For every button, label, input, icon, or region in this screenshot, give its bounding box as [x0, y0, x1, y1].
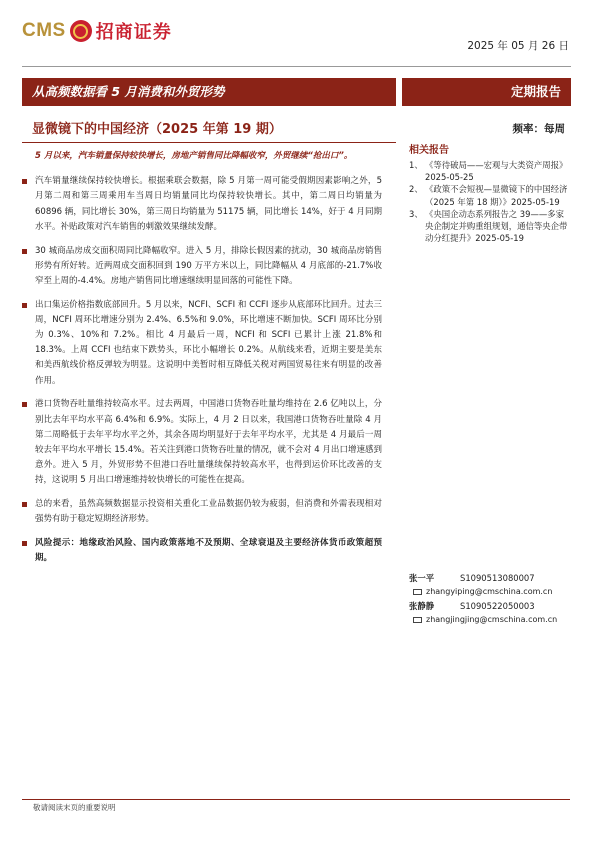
analyst-name: 张静静 — [409, 601, 435, 611]
body-paragraph-auto-sales — [22, 174, 392, 235]
bullet-square-icon — [22, 402, 27, 407]
ref-number: 2、 — [409, 184, 423, 195]
body-paragraph-freight-index — [22, 298, 392, 389]
subtitle-divider — [22, 142, 396, 143]
logo-emblem-icon — [70, 20, 92, 42]
report-type-bar: 定期报告 — [402, 78, 571, 106]
logo-chinese-text: 招商证券 — [95, 22, 172, 43]
footer-divider — [22, 799, 570, 800]
bullet-square-icon — [22, 303, 27, 308]
company-logo — [22, 18, 172, 44]
ref-number: 3、 — [409, 208, 423, 219]
bullet-square-icon — [22, 541, 27, 546]
related-report-item[interactable] — [409, 208, 569, 245]
analyst-email-row — [409, 585, 574, 599]
related-reports-sidebar — [409, 141, 569, 244]
bullet-square-icon — [22, 502, 27, 507]
key-point-paragraph — [22, 149, 392, 164]
body-paragraph-property-sales — [22, 244, 392, 290]
analyst-row — [409, 571, 574, 585]
envelope-icon — [413, 617, 422, 623]
report-title-bar: 从高频数据看 5 月消费和外贸形势 — [22, 78, 396, 106]
analyst-contacts — [409, 571, 574, 627]
body-paragraph-summary — [22, 497, 392, 527]
analyst-license-id: S1090522050003 — [460, 601, 535, 611]
bullet-square-icon — [22, 179, 27, 184]
paragraph-text: 30 城商品房成交面积周同比降幅收窄。进入 5 月，排除长假因素的扰动，30 城商品房销售形势有所好转。近两周成交面积回到 190 万平方米以上，同比降幅从 4 月底部的-21.7%收窄至上周的-4.4%。房地产销售同比增速继续明显回落的可能性下降。 — [35, 245, 382, 286]
analyst-email-link[interactable]: zhangyiping@cmschina.com.cn — [426, 587, 553, 596]
analyst-name: 张一平 — [409, 573, 435, 583]
header-divider — [22, 66, 571, 67]
ref-text: 《政策不会短视—显微镜下的中国经济（2025 年第 18 期）》2025-05-19 — [425, 184, 568, 207]
bullet-square-icon — [22, 249, 27, 254]
report-subtitle: 显微镜下的中国经济（2025 年第 19 期） — [32, 122, 282, 137]
related-report-item[interactable] — [409, 183, 569, 207]
analyst-license-id: S1090513080007 — [460, 573, 535, 583]
envelope-icon — [413, 589, 422, 595]
ref-text: 《等待破局——宏观与大类资产周报》2025-05-25 — [425, 160, 568, 183]
logo-cms-text: CMS — [22, 20, 66, 41]
report-frequency: 频率：每周 — [512, 123, 565, 135]
analyst-row — [409, 599, 574, 613]
ref-number: 1、 — [409, 160, 423, 170]
risk-warning-paragraph — [22, 536, 392, 566]
key-point-text: 5 月以来，汽车销量保持较快增长，房地产销售同比降幅收窄，外贸继续“抢出口”。 — [35, 151, 353, 161]
risk-warning-text: 风险提示：地缘政治风险、国内政策落地不及预期、全球衰退及主要经济体货币政策超预期。 — [35, 537, 382, 564]
report-date: 2025 年 05 月 26 日 — [467, 40, 569, 52]
ref-text: 《央国企动态系列报告之 39——多家央企制定并购重组规划，通信等央企带动分红提升》2025-05-19 — [425, 208, 568, 244]
related-report-item[interactable] — [409, 159, 569, 183]
analyst-email-link[interactable]: zhangjingjing@cmschina.com.cn — [426, 615, 558, 624]
paragraph-text: 出口集运价格指数底部回升。5 月以来，NCFI、SCFI 和 CCFI 逐步从底部环比回升。过去三周，NCFI 周环比增速分别为 2.4%、6.5%和 9.0%，环比增速不断加快。SCFI 周环比分别为 0.3%、10%和 7.2%。相比 4 月最后一周，NCFI 和 SCFI 已累计上涨 21.8%和 18.3%。上周 CCFI 也结束下跌势头，环比小幅增长 0.2%。从航线来看，近期主要是美东和美西航线价格反弹较为明显。这说明中美暂时相互降低关税对两国贸易往来有明显的改善作用。 — [35, 299, 382, 386]
analyst-email-row — [409, 613, 574, 627]
paragraph-text: 汽车销量继续保持较快增长。根据乘联会数据，除 5 月第一周可能受假期因素影响之外，5 月第二周和第三周乘用车当周日均销量同比均保持较快增长。其中，第二周日均销量为 60896 辆，同比增长 30%，第三周日均销量为 51175 辆，同比增长 14%，好于 4 月同期水平。补贴政策对汽车销售的刺激效果继续发酵。 — [35, 176, 382, 232]
related-reports-heading: 相关报告 — [409, 145, 449, 156]
footer-disclaimer-note: 敬请阅读末页的重要说明 — [33, 803, 116, 812]
body-paragraph-port-throughput — [22, 397, 392, 488]
paragraph-text: 总的来看，虽然高频数据显示投资相关重化工业品数据仍较为疲弱，但消费和外需表现相对强势有助于稳定短期经济形势。 — [35, 499, 382, 525]
main-content — [22, 149, 392, 575]
paragraph-text: 港口货物吞吐量维持较高水平。过去两周，中国港口货物吞吐量均维持在 2.6 亿吨以上，分别比去年平均水平高 6.4%和 6.9%。实际上，4 月 2 日以来，我国港口货物吞吐量除 4 月第二周略低于去年平均水平之外，其余各周均明显好于去年平均水平，尤其是 4 月最后一周较去年平均水平增长 15.4%。若关注到港口货物吞吐量的情况，就不会对 4 月出口增速感到意外。进入 5 月，外贸形势不但港口吞吐量继续保持较高水平，也得到运价环比改善的支持，这说明 5 月出口增速维持较快增长的可能性在提高。 — [35, 399, 382, 486]
